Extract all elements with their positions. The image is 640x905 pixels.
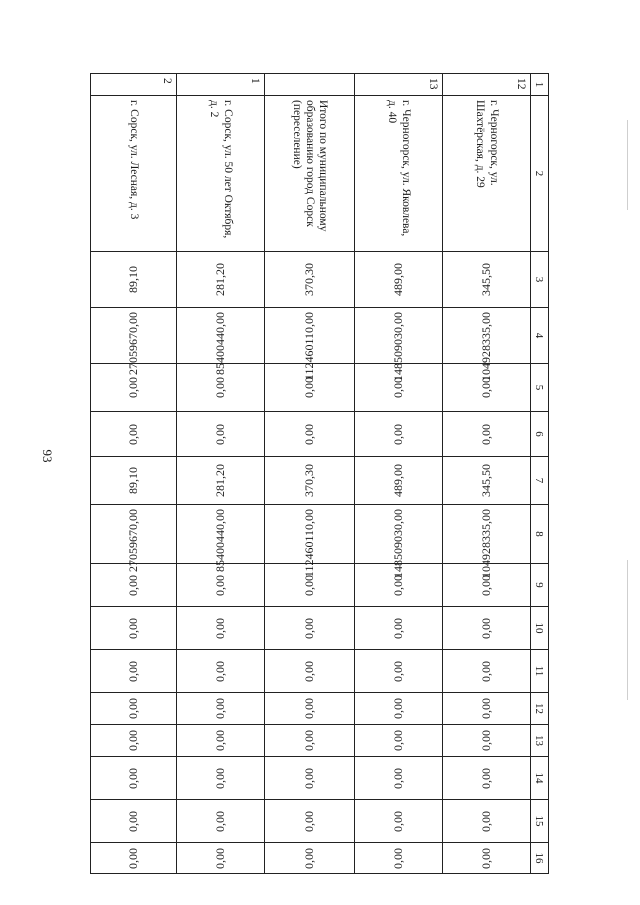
page-number: 93 <box>40 449 55 463</box>
row-number-cell: 1 <box>177 74 265 96</box>
value-cell: 281,20 <box>177 252 265 308</box>
value-cell: 370,30 <box>265 457 355 505</box>
value-cell: 0,00 <box>443 364 531 412</box>
header-cell: 4 <box>531 308 549 364</box>
value-cell: 0,00 <box>177 650 265 693</box>
value-cell: 0,00 <box>265 607 355 650</box>
value-cell: 0,00 <box>177 564 265 607</box>
header-cell: 16 <box>531 843 549 874</box>
value-cell: 0,00 <box>443 607 531 650</box>
value-cell: 0,00 <box>91 564 177 607</box>
value-cell: 0,00 <box>265 725 355 757</box>
value-cell: 148509030,00 <box>355 308 443 364</box>
row-number-cell <box>265 74 355 96</box>
value-cell: 0,00 <box>265 693 355 725</box>
value-cell: 27059670,00 <box>91 308 177 364</box>
table-row <box>443 74 531 874</box>
value-cell: 0,00 <box>355 800 443 843</box>
value-cell: 0,00 <box>443 412 531 457</box>
value-cell: 112460110,00 <box>265 505 355 564</box>
value-cell: 0,00 <box>443 693 531 725</box>
header-cell: 3 <box>531 252 549 308</box>
value-cell: 104928335,00 <box>443 505 531 564</box>
value-cell: 0,00 <box>355 607 443 650</box>
address-cell: г. Черногорск, ул. Шахтёрская, д. 29 <box>443 96 531 252</box>
value-cell: 85400440,00 <box>177 505 265 564</box>
scan-edge-mark <box>627 560 628 700</box>
value-cell: 0,00 <box>177 607 265 650</box>
value-cell: 0,00 <box>355 757 443 800</box>
header-cell: 12 <box>531 693 549 725</box>
value-cell: 0,00 <box>443 725 531 757</box>
address-cell: Итого по муниципальному образованию город Сорск (переселение) <box>265 96 355 252</box>
value-cell: 0,00 <box>443 757 531 800</box>
value-cell: 0,00 <box>177 364 265 412</box>
value-cell: 0,00 <box>177 757 265 800</box>
value-cell: 345,50 <box>443 457 531 505</box>
value-cell: 0,00 <box>265 843 355 874</box>
table-row <box>355 74 443 874</box>
value-cell: 0,00 <box>91 364 177 412</box>
value-cell: 0,00 <box>355 843 443 874</box>
value-cell: 0,00 <box>91 412 177 457</box>
header-cell: 7 <box>531 457 549 505</box>
data-table-frame <box>91 73 549 869</box>
value-cell: 112460110,00 <box>265 308 355 364</box>
header-cell: 11 <box>531 650 549 693</box>
value-cell: 0,00 <box>355 564 443 607</box>
value-cell: 27059670,00 <box>91 505 177 564</box>
value-cell: 0,00 <box>177 412 265 457</box>
value-cell: 0,00 <box>355 364 443 412</box>
header-row <box>531 74 549 874</box>
value-cell: 0,00 <box>177 693 265 725</box>
value-cell: 0,00 <box>443 650 531 693</box>
scan-edge-mark <box>627 120 628 210</box>
header-cell: 5 <box>531 364 549 412</box>
value-cell: 0,00 <box>91 757 177 800</box>
address-cell: г. Сорск, ул. Лесная, д. 3 <box>91 96 177 252</box>
header-cell: 9 <box>531 564 549 607</box>
header-cell: 10 <box>531 607 549 650</box>
value-cell: 489,00 <box>355 252 443 308</box>
header-cell: 13 <box>531 725 549 757</box>
value-cell: 0,00 <box>355 725 443 757</box>
table-row-total <box>265 74 355 874</box>
value-cell: 0,00 <box>91 693 177 725</box>
value-cell: 0,00 <box>91 725 177 757</box>
header-cell: 2 <box>531 96 549 252</box>
row-number-cell: 12 <box>443 74 531 96</box>
row-number-cell: 2 <box>91 74 177 96</box>
header-cell: 14 <box>531 757 549 800</box>
value-cell: 0,00 <box>265 757 355 800</box>
header-cell: 1 <box>531 74 549 96</box>
address-cell: г. Черногорск, ул. Яковлева, д. 40 <box>355 96 443 252</box>
value-cell: 0,00 <box>355 412 443 457</box>
address-cell: г. Сорск, ул. 50 лет Октября, д. 2 <box>177 96 265 252</box>
row-number-cell: 13 <box>355 74 443 96</box>
value-cell: 0,00 <box>355 693 443 725</box>
value-cell: 0,00 <box>177 800 265 843</box>
value-cell: 281,20 <box>177 457 265 505</box>
value-cell: 0,00 <box>443 564 531 607</box>
value-cell: 0,00 <box>91 607 177 650</box>
value-cell: 89,10 <box>91 457 177 505</box>
table-row <box>177 74 265 874</box>
value-cell: 85400440,00 <box>177 308 265 364</box>
value-cell: 0,00 <box>355 650 443 693</box>
value-cell: 0,00 <box>265 364 355 412</box>
value-cell: 0,00 <box>177 725 265 757</box>
housing-relocation-table <box>90 73 549 874</box>
value-cell: 0,00 <box>443 843 531 874</box>
value-cell: 104928335,00 <box>443 308 531 364</box>
header-cell: 8 <box>531 505 549 564</box>
value-cell: 370,30 <box>265 252 355 308</box>
value-cell: 0,00 <box>91 800 177 843</box>
value-cell: 0,00 <box>265 564 355 607</box>
value-cell: 0,00 <box>177 843 265 874</box>
value-cell: 0,00 <box>91 650 177 693</box>
header-cell: 15 <box>531 800 549 843</box>
value-cell: 489,00 <box>355 457 443 505</box>
value-cell: 0,00 <box>265 800 355 843</box>
table-row <box>91 74 177 874</box>
value-cell: 0,00 <box>91 843 177 874</box>
value-cell: 89,10 <box>91 252 177 308</box>
value-cell: 148509030,00 <box>355 505 443 564</box>
value-cell: 0,00 <box>265 650 355 693</box>
value-cell: 0,00 <box>265 412 355 457</box>
value-cell: 0,00 <box>443 800 531 843</box>
value-cell: 345,50 <box>443 252 531 308</box>
header-cell: 6 <box>531 412 549 457</box>
